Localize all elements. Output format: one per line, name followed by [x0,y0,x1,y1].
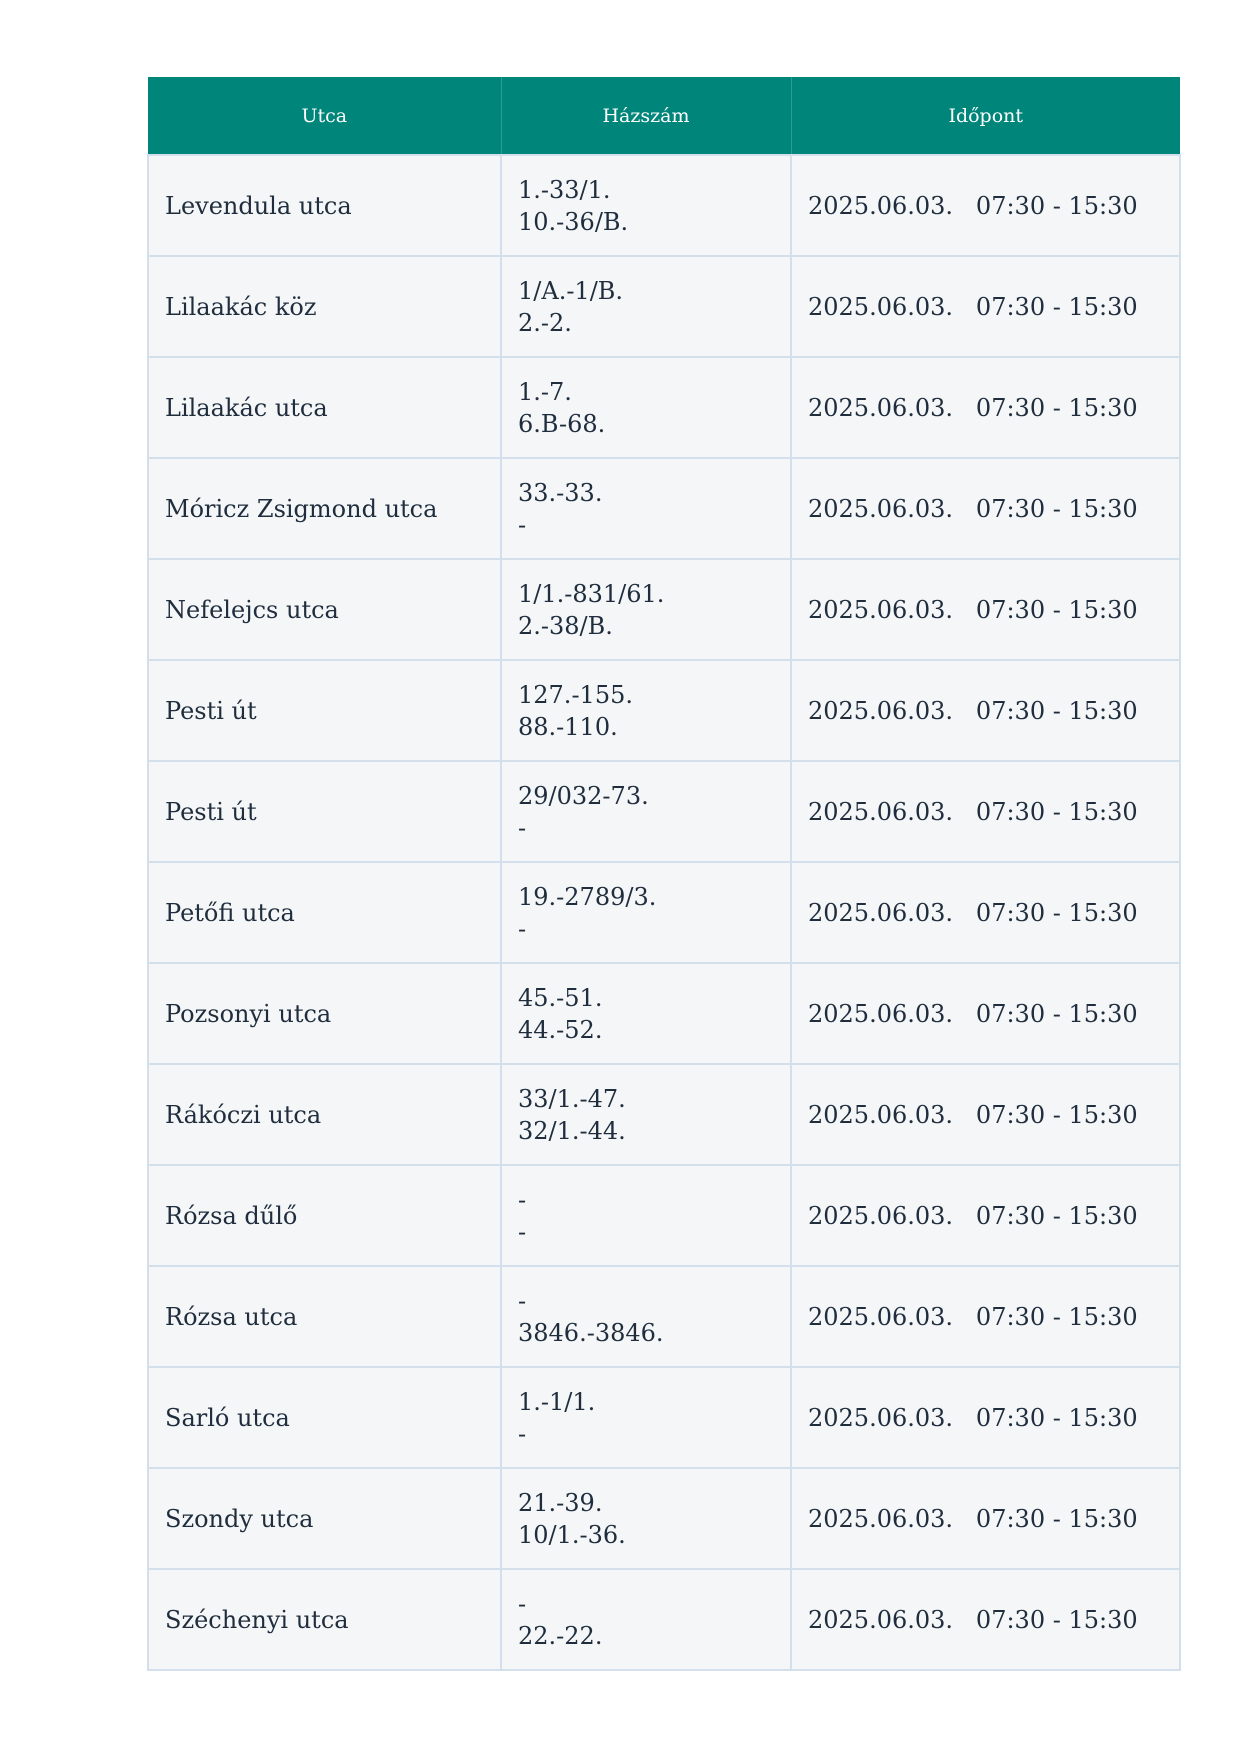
house-number-cell [501,155,791,256]
time-cell: 2025.06.03. 07:30 - 15:30 [791,1266,1180,1367]
time-cell: 2025.06.03. 07:30 - 15:30 [791,1165,1180,1266]
header-time: Időpont [791,77,1180,155]
house-number-cell [501,862,791,963]
odd-numbers: 29/032-73. [518,781,649,810]
odd-numbers: 19.-2789/3. [518,882,657,911]
even-numbers: - [518,1217,527,1246]
even-numbers: - [518,813,527,842]
table-row [148,559,1180,660]
even-numbers: - [518,1419,527,1448]
house-number-cell [501,256,791,357]
time-cell: 2025.06.03. 07:30 - 15:30 [791,458,1180,559]
table-row [148,357,1180,458]
time-cell: 2025.06.03. 07:30 - 15:30 [791,357,1180,458]
time-cell: 2025.06.03. 07:30 - 15:30 [791,1569,1180,1670]
even-numbers: 88.-110. [518,712,618,741]
time-cell: 2025.06.03. 07:30 - 15:30 [791,559,1180,660]
table-row [148,963,1180,1064]
header-street: Utca [148,77,501,155]
table-row [148,1165,1180,1266]
even-numbers: 2.-38/B. [518,611,613,640]
odd-numbers: 1.-33/1. [518,175,611,204]
house-number-cell [501,761,791,862]
odd-numbers: 33.-33. [518,478,603,507]
street-cell: Lilaakác utca [148,357,501,458]
outage-schedule [147,77,1179,1671]
street-cell: Móricz Zsigmond utca [148,458,501,559]
house-number-cell [501,458,791,559]
table-row [148,1569,1180,1670]
odd-numbers: - [518,1185,527,1214]
street-cell: Széchenyi utca [148,1569,501,1670]
even-numbers: - [518,510,527,539]
time-cell: 2025.06.03. 07:30 - 15:30 [791,660,1180,761]
time-cell: 2025.06.03. 07:30 - 15:30 [791,761,1180,862]
table-row [148,458,1180,559]
even-numbers: - [518,914,527,943]
house-number-cell [501,1266,791,1367]
house-number-cell [501,660,791,761]
street-cell: Rózsa utca [148,1266,501,1367]
odd-numbers: 1.-7. [518,377,572,406]
house-number-cell [501,559,791,660]
house-number-cell [501,1165,791,1266]
house-number-cell [501,1468,791,1569]
street-cell: Pesti út [148,761,501,862]
schedule-table [147,77,1181,1671]
table-row [148,155,1180,256]
time-cell: 2025.06.03. 07:30 - 15:30 [791,1468,1180,1569]
table-row [148,862,1180,963]
street-cell: Levendula utca [148,155,501,256]
street-cell: Lilaakác köz [148,256,501,357]
time-cell: 2025.06.03. 07:30 - 15:30 [791,256,1180,357]
even-numbers: 10/1.-36. [518,1520,626,1549]
table-row [148,1468,1180,1569]
table-row [148,761,1180,862]
odd-numbers: 127.-155. [518,680,633,709]
street-cell: Pozsonyi utca [148,963,501,1064]
table-row [148,1367,1180,1468]
house-number-cell [501,357,791,458]
odd-numbers: 1.-1/1. [518,1387,596,1416]
street-cell: Petőfi utca [148,862,501,963]
even-numbers: 3846.-3846. [518,1318,664,1347]
time-cell: 2025.06.03. 07:30 - 15:30 [791,155,1180,256]
odd-numbers: 33/1.-47. [518,1084,626,1113]
header-house-number: Házszám [501,77,791,155]
house-number-cell [501,963,791,1064]
street-cell: Rákóczi utca [148,1064,501,1165]
even-numbers: 6.B-68. [518,409,606,438]
table-row [148,1266,1180,1367]
street-cell: Sarló utca [148,1367,501,1468]
time-cell: 2025.06.03. 07:30 - 15:30 [791,963,1180,1064]
odd-numbers: - [518,1286,527,1315]
house-number-cell [501,1064,791,1165]
odd-numbers: - [518,1589,527,1618]
even-numbers: 10.-36/B. [518,207,629,236]
house-number-cell [501,1569,791,1670]
even-numbers: 44.-52. [518,1015,603,1044]
table-body [148,155,1180,1670]
time-cell: 2025.06.03. 07:30 - 15:30 [791,1367,1180,1468]
table-header [148,77,1180,155]
odd-numbers: 21.-39. [518,1488,603,1517]
table-row [148,1064,1180,1165]
header-row [148,77,1180,155]
odd-numbers: 1/1.-831/61. [518,579,665,608]
time-cell: 2025.06.03. 07:30 - 15:30 [791,1064,1180,1165]
street-cell: Nefelejcs utca [148,559,501,660]
table-row [148,660,1180,761]
street-cell: Szondy utca [148,1468,501,1569]
street-cell: Rózsa dűlő [148,1165,501,1266]
even-numbers: 22.-22. [518,1621,603,1650]
house-number-cell [501,1367,791,1468]
even-numbers: 32/1.-44. [518,1116,626,1145]
even-numbers: 2.-2. [518,308,572,337]
time-cell: 2025.06.03. 07:30 - 15:30 [791,862,1180,963]
odd-numbers: 45.-51. [518,983,603,1012]
street-cell: Pesti út [148,660,501,761]
odd-numbers: 1/A.-1/B. [518,276,624,305]
table-row [148,256,1180,357]
